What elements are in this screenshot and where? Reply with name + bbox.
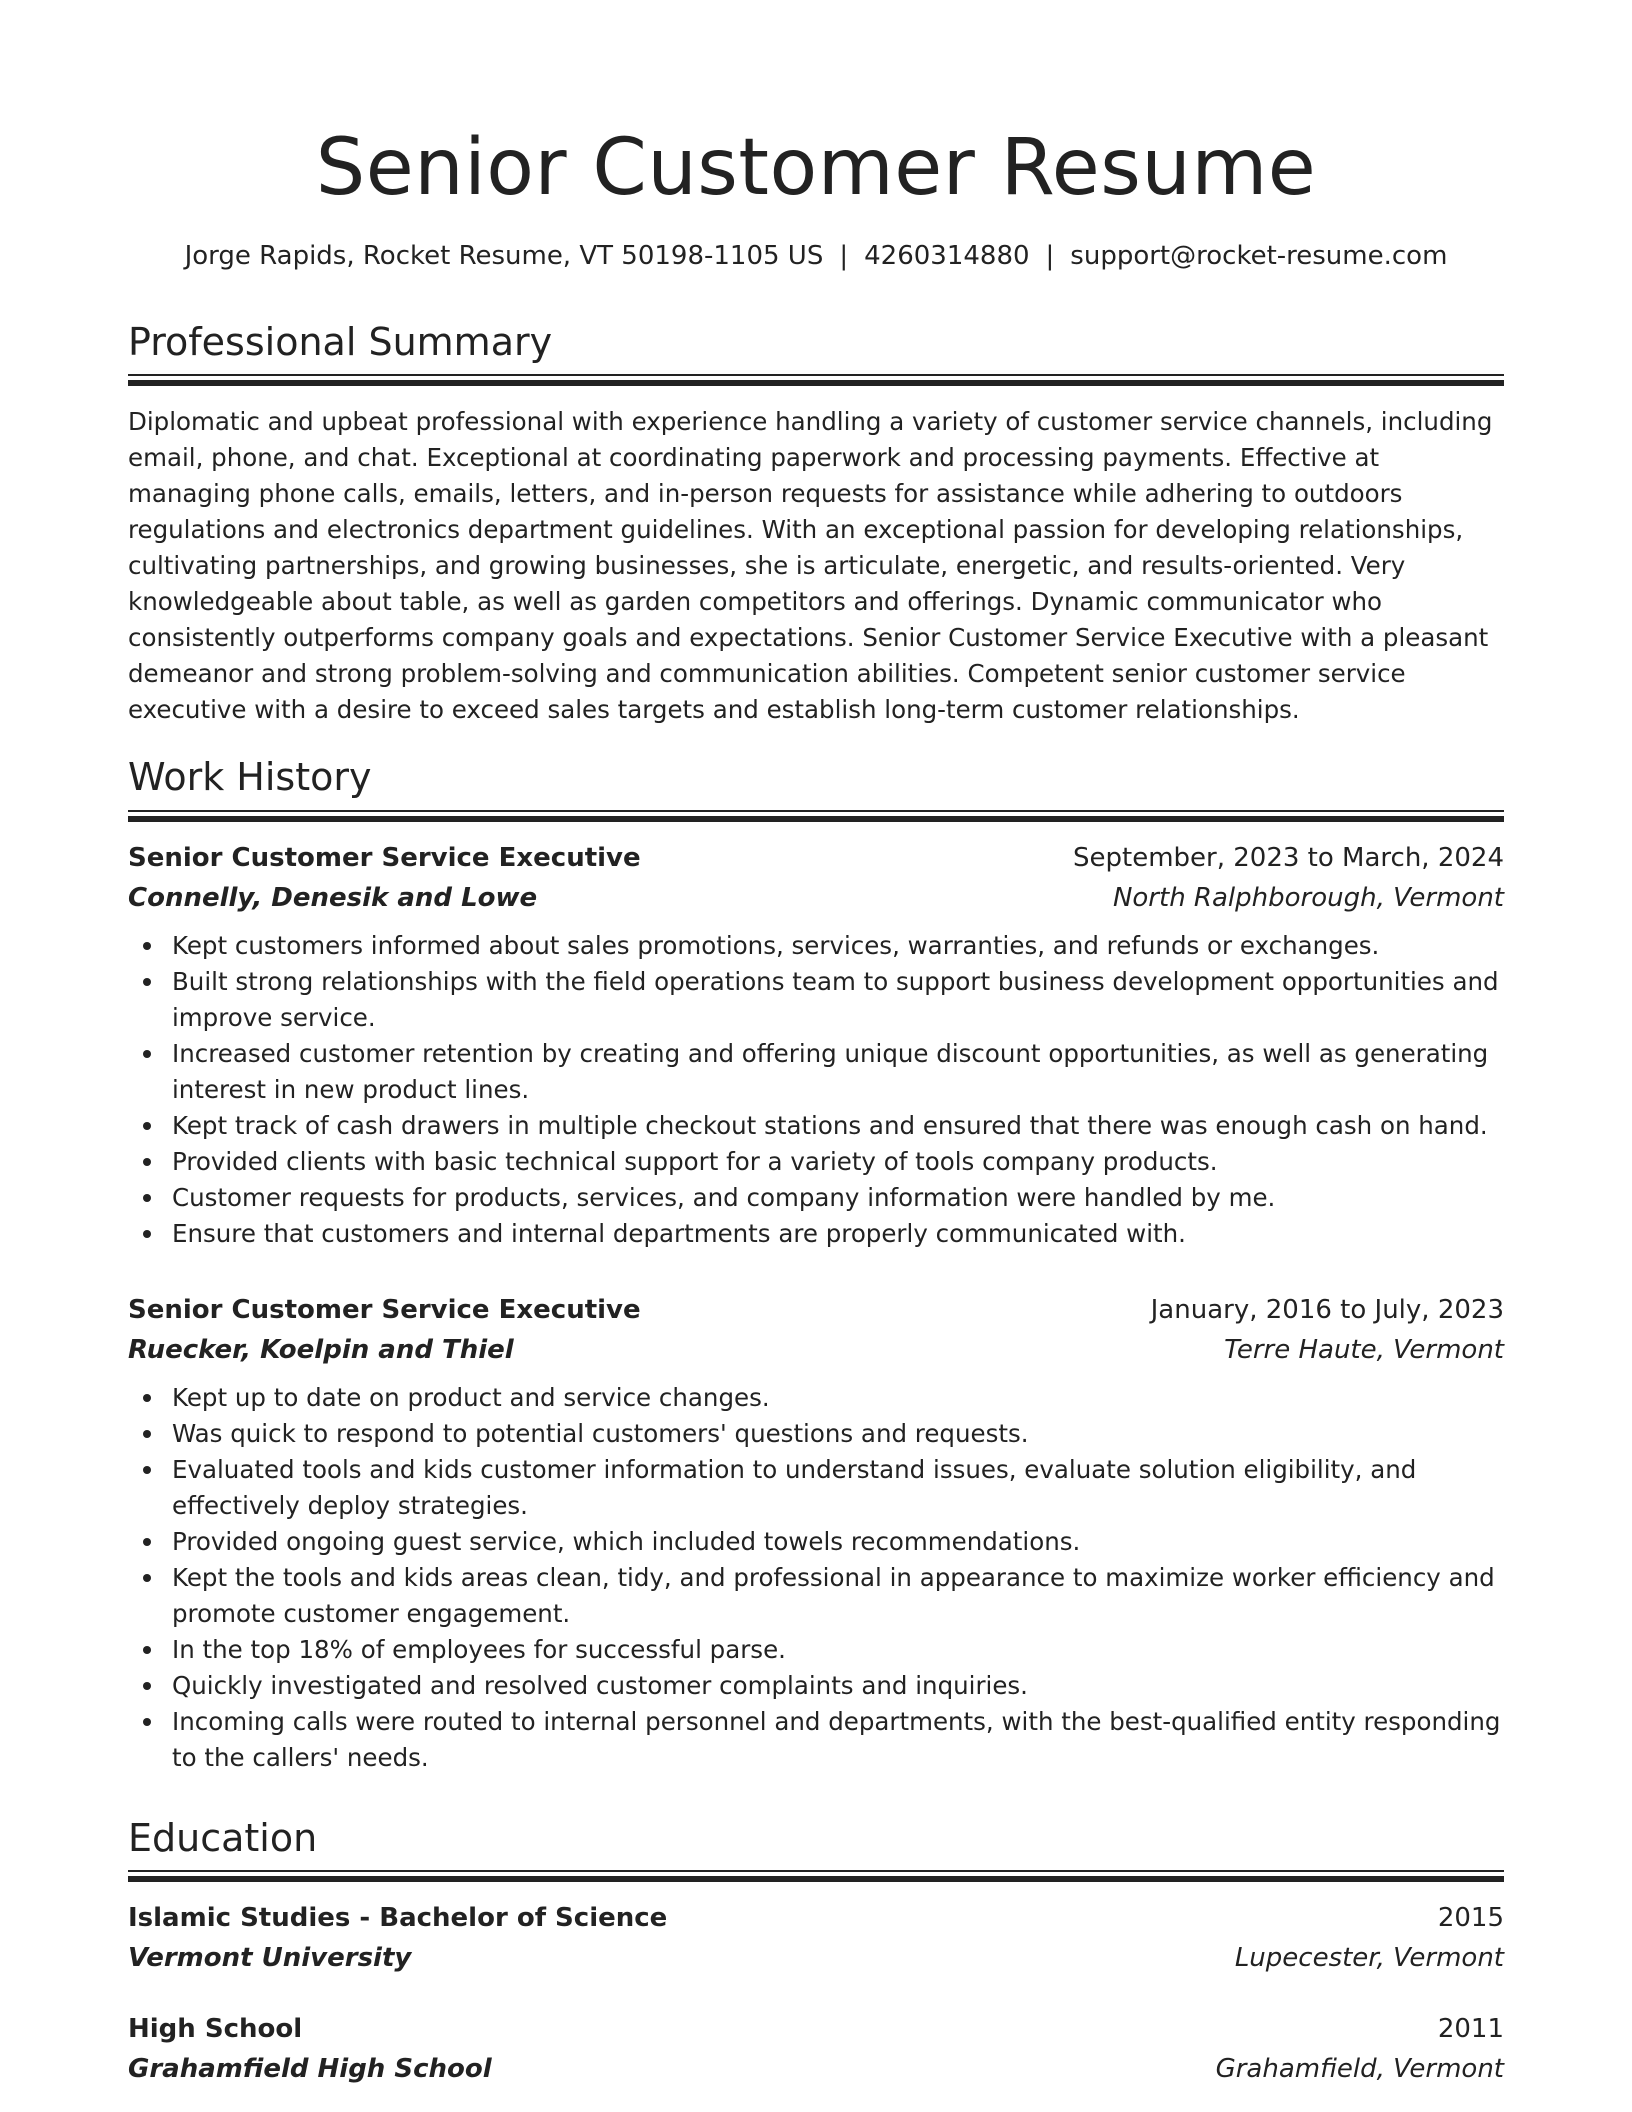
education-year: 2011 — [1437, 2014, 1504, 2044]
contact-address: Jorge Rapids, Rocket Resume, VT 50198-1105 US — [184, 241, 824, 271]
job-bullet: Customer requests for products, services, and company information were handled by me. — [128, 1180, 1504, 1216]
contact-email: support@rocket-resume.com — [1070, 241, 1448, 271]
job-bullet: Built strong relationships with the field operations team to support business development opportunities and improve service. — [128, 964, 1504, 1036]
education-degree: Islamic Studies - Bachelor of Science — [128, 1903, 668, 1933]
job-bullet: Increased customer retention by creating and offering unique discount opportunities, as well as generating interest in new product lines. — [128, 1036, 1504, 1108]
contact-phone: 4260314880 — [864, 241, 1030, 271]
job-bullet-list — [128, 928, 1504, 1252]
contact-separator: | — [839, 241, 849, 271]
job-dates: September, 2023 to March, 2024 — [1073, 843, 1504, 873]
education-school: Vermont University — [128, 1943, 412, 1973]
summary-text: Diplomatic and upbeat professional with experience handling a variety of customer service channels, including email, phone, and chat. Exceptional at coordinating paperwork and processing payments. Effective at managing phone calls, emails, letters, and in-person requests for assistance while adhering to outdoors regulations and electronics department guidelines. With an exceptional passion for developing relationships, cultivating partnerships, and growing businesses, she is articulate, energetic, and results-oriented. Very knowledgeable about table, as well as garden competitors and offerings. Dynamic communicator who consistently outperforms company goals and expectations. Senior Customer Service Executive with a pleasant demeanor and strong problem-solving and communication abilities. Competent senior customer service executive with a desire to exceed sales targets and establish long-term customer relationships. — [128, 407, 1493, 724]
job-bullet-list — [128, 1380, 1504, 1776]
job-dates: January, 2016 to July, 2023 — [1150, 1295, 1504, 1325]
job-entry — [128, 1290, 1504, 1776]
job-bullet: Kept the tools and kids areas clean, tidy, and professional in appearance to maximize worker efficiency and promote customer engagement. — [128, 1560, 1504, 1632]
section-rule — [128, 374, 1504, 386]
education-year: 2015 — [1437, 1903, 1504, 1933]
job-location: North Ralphborough, Vermont — [1112, 883, 1504, 913]
education-entry — [128, 2009, 1504, 2089]
resume-title: Senior Customer Resume — [315, 123, 1317, 213]
job-bullet: Was quick to respond to potential customers' questions and requests. — [128, 1416, 1504, 1452]
job-company: Ruecker, Koelpin and Thiel — [128, 1335, 514, 1365]
section-heading-work: Work History — [128, 755, 372, 799]
section-rule — [128, 810, 1504, 822]
job-bullet: Kept customers informed about sales promotions, services, warranties, and refunds or exchanges. — [128, 928, 1504, 964]
job-bullet: Ensure that customers and internal departments are properly communicated with. — [128, 1216, 1504, 1252]
job-bullet: Kept up to date on product and service changes. — [128, 1380, 1504, 1416]
job-bullet: Provided ongoing guest service, which included towels recommendations. — [128, 1524, 1504, 1560]
job-bullet: Incoming calls were routed to internal personnel and departments, with the best-qualified entity responding to the callers' needs. — [128, 1704, 1504, 1776]
job-location: Terre Haute, Vermont — [1224, 1335, 1504, 1365]
section-heading-summary: Professional Summary — [128, 320, 553, 364]
job-bullet: Kept track of cash drawers in multiple checkout stations and ensured that there was enough cash on hand. — [128, 1108, 1504, 1144]
job-bullet: Provided clients with basic technical support for a variety of tools company products. — [128, 1144, 1504, 1180]
job-bullet: Evaluated tools and kids customer information to understand issues, evaluate solution eligibility, and effectively deploy strategies. — [128, 1452, 1504, 1524]
job-title: Senior Customer Service Executive — [128, 1295, 641, 1325]
job-bullet: In the top 18% of employees for successful parse. — [128, 1632, 1504, 1668]
education-school: Grahamfield High School — [128, 2054, 492, 2084]
job-company: Connelly, Denesik and Lowe — [128, 883, 538, 913]
job-entry — [128, 838, 1504, 1252]
job-bullet: Quickly investigated and resolved customer complaints and inquiries. — [128, 1668, 1504, 1704]
education-entry — [128, 1898, 1504, 1978]
education-degree: High School — [128, 2014, 303, 2044]
education-location: Grahamfield, Vermont — [1215, 2054, 1504, 2084]
contact-line — [128, 238, 1504, 274]
section-rule — [128, 1870, 1504, 1882]
section-heading-education: Education — [128, 1816, 318, 1860]
education-location: Lupecester, Vermont — [1234, 1943, 1504, 1973]
job-title: Senior Customer Service Executive — [128, 843, 641, 873]
contact-separator: | — [1045, 241, 1055, 271]
